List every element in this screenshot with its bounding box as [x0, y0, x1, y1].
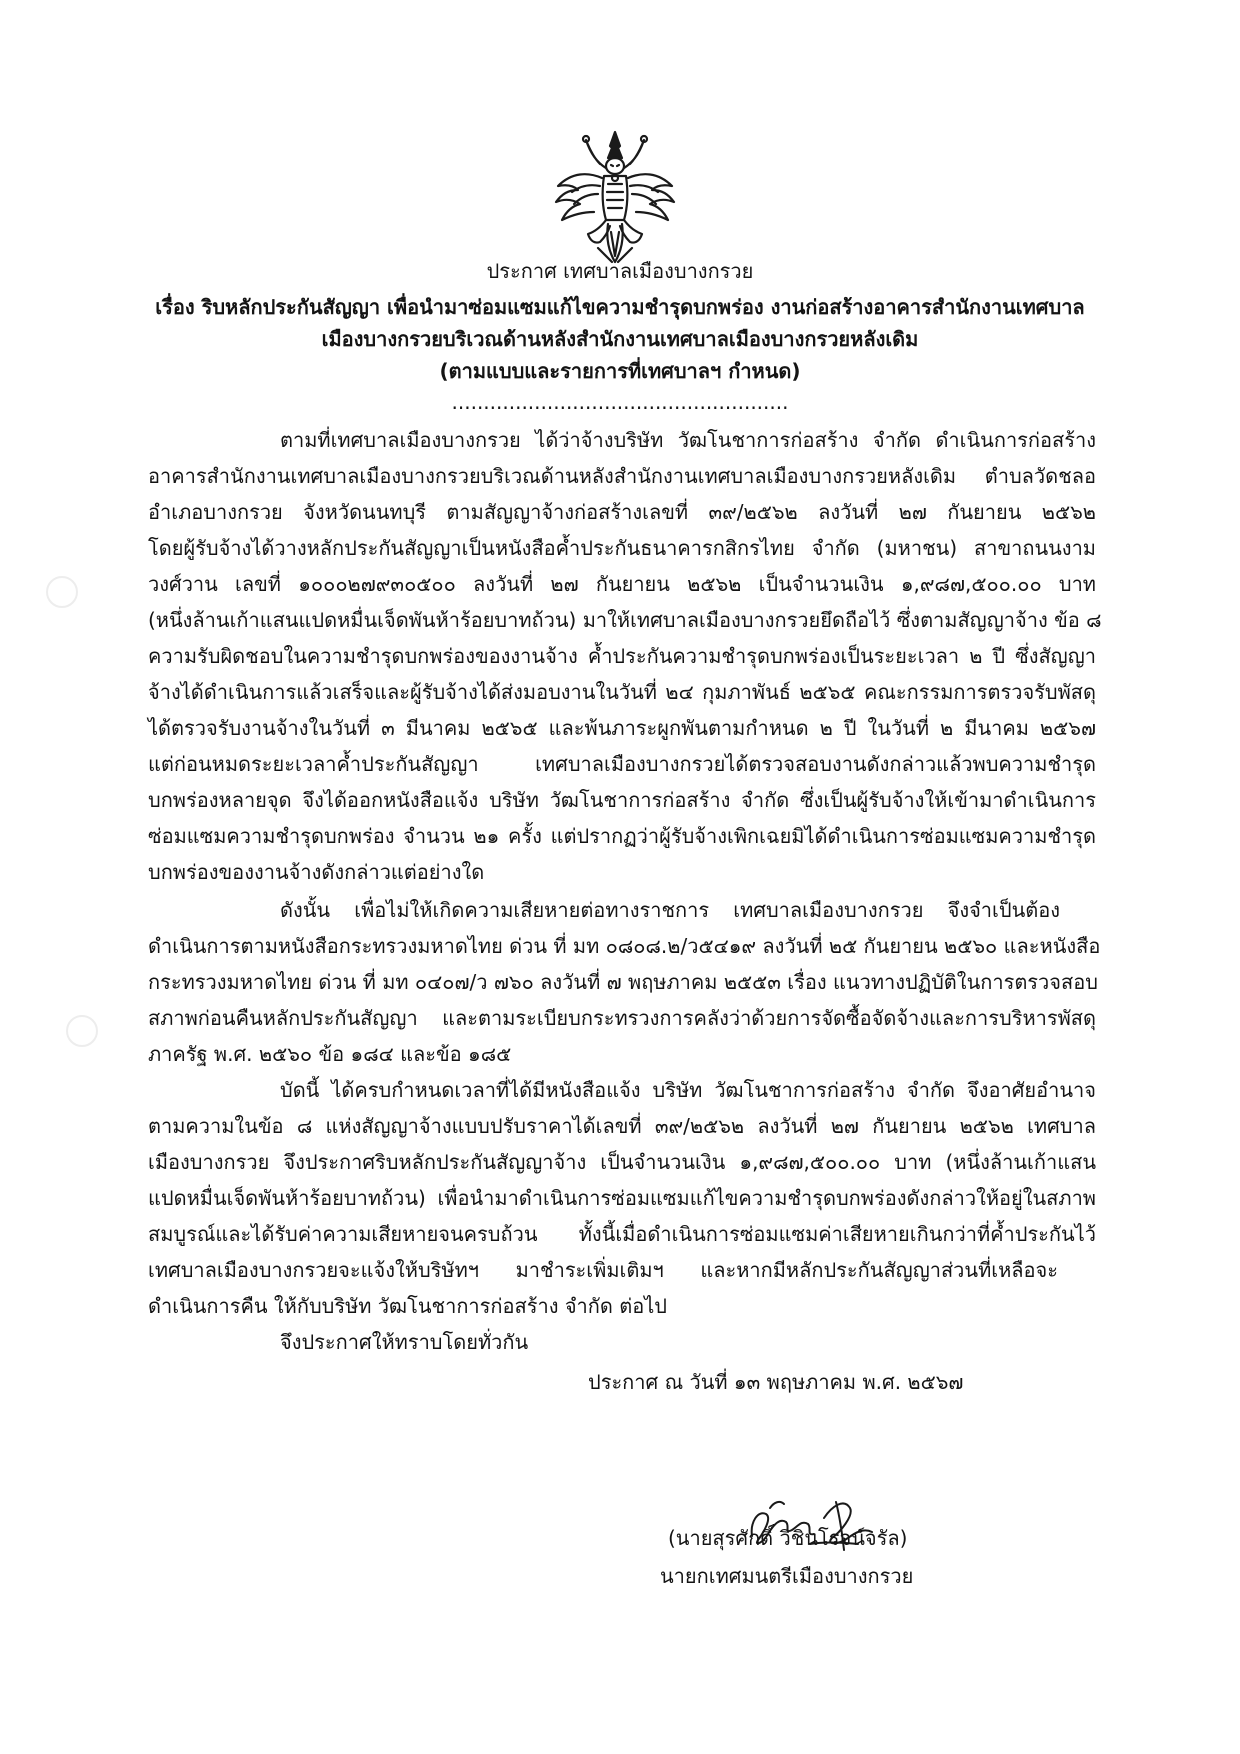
closing-statement: จึงประกาศให้ทราบโดยทั่วกัน: [280, 1330, 529, 1354]
paragraph-3-line-6: เทศบาลเมืองบางกรวยจะแจ้งให้บริษัทฯ มาชำระเพิ่มเติมฯ และหากมีหลักประกันสัญญาส่วนที่เหลือจะ: [148, 1258, 1058, 1282]
subject-line-1: เรื่อง ริบหลักประกันสัญญา เพื่อนำมาซ่อมแซมแก้ไขความชำรุดบกพร่อง งานก่อสร้างอาคารสำนักงานเทศบาล: [155, 295, 1085, 319]
announcement-date: ประกาศ ณ วันที่ ๑๓ พฤษภาคม พ.ศ. ๒๕๖๗: [588, 1370, 964, 1394]
paragraph-2-line-5: ภาครัฐ พ.ศ. ๒๕๖๐ ข้อ ๑๘๔ และข้อ ๑๘๕: [148, 1042, 512, 1066]
paragraph-3-line-5: สมบูรณ์และได้รับค่าความเสียหายจนครบถ้วน ทั้งนี้เมื่อดำเนินการซ่อมแซมค่าเสียหายเกินกว่าที่ค้ำประกันไว้: [148, 1222, 1096, 1246]
paragraph-3-line-2: ตามความในข้อ ๘ แห่งสัญญาจ้างแบบปรับราคาได้เลขที่ ๓๙/๒๕๖๒ ลงวันที่ ๒๗ กันยายน ๒๕๖๒ เทศบาล: [148, 1114, 1096, 1138]
subject-line-2: เมืองบางกรวยบริเวณด้านหลังสำนักงานเทศบาลเมืองบางกรวยหลังเดิม: [321, 327, 919, 351]
paragraph-3-line-7: ดำเนินการคืน ให้กับบริษัท วัฒโนชาการก่อสร้าง จำกัด ต่อไป: [148, 1294, 667, 1318]
garuda-emblem-icon: [550, 128, 680, 268]
paragraph-1-line-3: อำเภอบางกรวย จังหวัดนนทบุรี ตามสัญญาจ้างก่อสร้างเลขที่ ๓๙/๒๕๖๒ ลงวันที่ ๒๗ กันยายน ๒๕๖๒: [148, 500, 1096, 524]
paragraph-1-line-4: โดยผู้รับจ้างได้วางหลักประกันสัญญาเป็นหนังสือค้ำประกันธนาคารกสิกรไทย จำกัด (มหาชน) สาขาถนนงาม: [148, 536, 1096, 560]
subject-line-3: (ตามแบบและรายการที่เทศบาลฯ กำหนด): [439, 359, 801, 383]
paragraph-1-line-9: ได้ตรวจรับงานจ้างในวันที่ ๓ มีนาคม ๒๕๖๕ และพ้นภาระผูกพันตามกำหนด ๒ ปี ในวันที่ ๒ มีนาคม ๒๕๖๗: [148, 716, 1096, 740]
paragraph-1-line-8: จ้างได้ดำเนินการแล้วเสร็จและผู้รับจ้างได้ส่งมอบงานในวันที่ ๒๔ กุมภาพันธ์ ๒๕๖๕ คณะกรรมการตรวจรับพัสดุ: [148, 680, 1096, 704]
paragraph-1-line-1: ตามที่เทศบาลเมืองบางกรวย ได้ว่าจ้างบริษัท วัฒโนชาการก่อสร้าง จำกัด ดำเนินการก่อสร้าง: [280, 428, 1096, 452]
paragraph-2-line-3: กระทรวงมหาดไทย ด่วน ที่ มท ๐๔๐๗/ว ๗๖๐ ลงวันที่ ๗ พฤษภาคม ๒๕๕๓ เรื่อง แนวทางปฏิบัติในการตรวจสอบ: [148, 970, 1098, 994]
paragraph-1-line-7: ความรับผิดชอบในความชำรุดบกพร่องของงานจ้าง ค้ำประกันความชำรุดบกพร่องเป็นระยะเวลา ๒ ปี ซึ่งสัญญา: [148, 644, 1096, 668]
paragraph-2-line-2: ดำเนินการตามหนังสือกระทรวงมหาดไทย ด่วน ที่ มท ๐๘๐๘.๒/ว๕๔๑๙ ลงวันที่ ๒๕ กันยายน ๒๕๖๐ และหนังสือ: [148, 934, 1101, 958]
agency-title: ประกาศ เทศบาลเมืองบางกรวย: [486, 259, 754, 283]
paragraph-3-line-1: บัดนี้ ได้ครบกำหนดเวลาที่ได้มีหนังสือแจ้ง บริษัท วัฒโนชาการก่อสร้าง จำกัด จึงอาศัยอำนาจ: [280, 1078, 1097, 1102]
paragraph-1-line-11: บกพร่องหลายจุด จึงได้ออกหนังสือแจ้ง บริษัท วัฒโนชาการก่อสร้าง จำกัด ซึ่งเป็นผู้รับจ้างให้เข้ามาดำเนินการ: [148, 788, 1096, 812]
paragraph-2-line-1: ดังนั้น เพื่อไม่ให้เกิดความเสียหายต่อทางราชการ เทศบาลเมืองบางกรวย จึงจำเป็นต้อง: [280, 898, 1060, 922]
punch-hole: [46, 576, 78, 608]
paragraph-3-line-3: เมืองบางกรวย จึงประกาศริบหลักประกันสัญญาจ้าง เป็นจำนวนเงิน ๑,๙๘๗,๕๐๐.๐๐ บาท (หนึ่งล้านเก้าแสน: [148, 1150, 1096, 1174]
signer-name: (นายสุรศักดิ์ วิชินโรจน์จรัล): [668, 1526, 908, 1550]
signer-position: นายกเทศมนตรีเมืองบางกรวย: [660, 1564, 914, 1588]
paragraph-1-line-10: แต่ก่อนหมดระยะเวลาค้ำประกันสัญญา เทศบาลเมืองบางกรวยได้ตรวจสอบงานดังกล่าวแล้วพบความชำรุด: [148, 752, 1096, 776]
header-separator: .....................................................: [451, 390, 789, 414]
paragraph-1-line-5: วงศ์วาน เลขที่ ๑๐๐๐๒๗๙๓๐๕๐๐ ลงวันที่ ๒๗ กันยายน ๒๕๖๒ เป็นจำนวนเงิน ๑,๙๘๗,๕๐๐.๐๐ บาท: [148, 572, 1096, 596]
paragraph-1-line-6: (หนึ่งล้านเก้าแสนแปดหมื่นเจ็ดพันห้าร้อยบาทถ้วน) มาให้เทศบาลเมืองบางกรวยยึดถือไว้ ซึ่งตามสัญญาจ้าง ข้อ ๘: [148, 608, 1102, 632]
paragraph-2-line-4: สภาพก่อนคืนหลักประกันสัญญา และตามระเบียบกระทรวงการคลังว่าด้วยการจัดซื้อจัดจ้างและการบริหารพัสดุ: [148, 1006, 1096, 1030]
paragraph-3-line-4: แปดหมื่นเจ็ดพันห้าร้อยบาทถ้วน) เพื่อนำมาดำเนินการซ่อมแซมแก้ไขความชำรุดบกพร่องดังกล่าวให้อยู่ในสภาพ: [148, 1186, 1096, 1210]
paragraph-1-line-2: อาคารสำนักงานเทศบาลเมืองบางกรวยบริเวณด้านหลังสำนักงานเทศบาลเมืองบางกรวยหลังเดิม ตำบลวัดชลอ: [148, 464, 1096, 488]
paragraph-1-line-12: ซ่อมแซมความชำรุดบกพร่อง จำนวน ๒๑ ครั้ง แต่ปรากฏว่าผู้รับจ้างเพิกเฉยมิได้ดำเนินการซ่อมแซมความชำรุด: [148, 824, 1096, 848]
punch-hole: [66, 1015, 98, 1047]
paragraph-1-line-13: บกพร่องของงานจ้างดังกล่าวแต่อย่างใด: [148, 860, 485, 884]
